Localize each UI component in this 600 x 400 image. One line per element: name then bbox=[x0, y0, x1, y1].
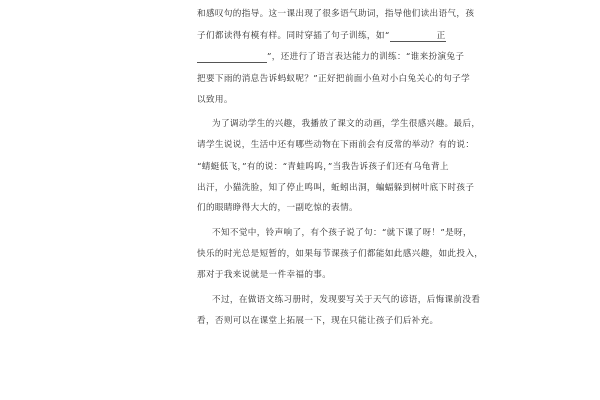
paragraph-1-line-4: 把要下雨的消息告诉蚂蚁呢？”正好把前面小鱼对小白兔关心的句子学 bbox=[197, 74, 471, 84]
paragraph-2-line-1: 为了调动学生的兴趣，我播放了课文的动画，学生很感兴趣。最后， bbox=[212, 119, 481, 129]
paragraph-3-line-2: 快乐的时光总是短暂的，如果每节课孩子们都能如此感兴趣，如此投入， bbox=[197, 249, 484, 259]
paragraph-3-line-3: 那对于我来说就是一件幸福的事。 bbox=[197, 270, 332, 280]
fill-in-blank-continued bbox=[197, 53, 267, 63]
paragraph-1-line-3-text: ”，还进行了语言表达能力的训练：“谁来扮演兔子 bbox=[267, 52, 465, 62]
paragraph-2-line-5: 们的眼睛睁得大大的，一副吃惊的表情。 bbox=[197, 203, 358, 213]
fill-in-blank: 正 bbox=[390, 32, 446, 42]
paragraph-2-line-4: 出汗，小猫洗脸，知了停止鸣叫，蚯蚓出洞，蝙蝠躲到树叶底下时孩子 bbox=[197, 183, 475, 193]
paragraph-1-line-2 bbox=[197, 30, 446, 42]
paragraph-2-line-3: “蜻蜓低飞，”有的说：“青蛙呜呜，”当我告诉孩子们还有乌龟背上 bbox=[197, 162, 449, 172]
paragraph-3-line-1: 不知不觉中，铃声响了，有个孩子说了句：“就下课了呀！”是呀， bbox=[212, 228, 472, 238]
paragraph-2-line-2: 请学生说说，生活中还有哪些动物在下雨前会有反常的举动？有的说： bbox=[197, 140, 475, 150]
paragraph-1-line-2-text: 子们都读得有模有样。同时穿插了句子训练，如“ bbox=[197, 31, 390, 41]
paragraph-4-line-2: 看，否则可以在课堂上拓展一下，现在只能让孩子们后补充。 bbox=[197, 316, 439, 326]
paragraph-4-line-1: 不过，在做语文练习册时，发现要写关于天气的谚语，后悔课前没看 bbox=[212, 295, 481, 305]
paragraph-1-line-3 bbox=[197, 51, 464, 63]
paragraph-1-line-5: 以致用。 bbox=[197, 95, 233, 105]
paragraph-1-line-1: 和感叹句的指导。这一课出现了很多语气助词，指导他们读出语气，孩 bbox=[197, 9, 475, 19]
